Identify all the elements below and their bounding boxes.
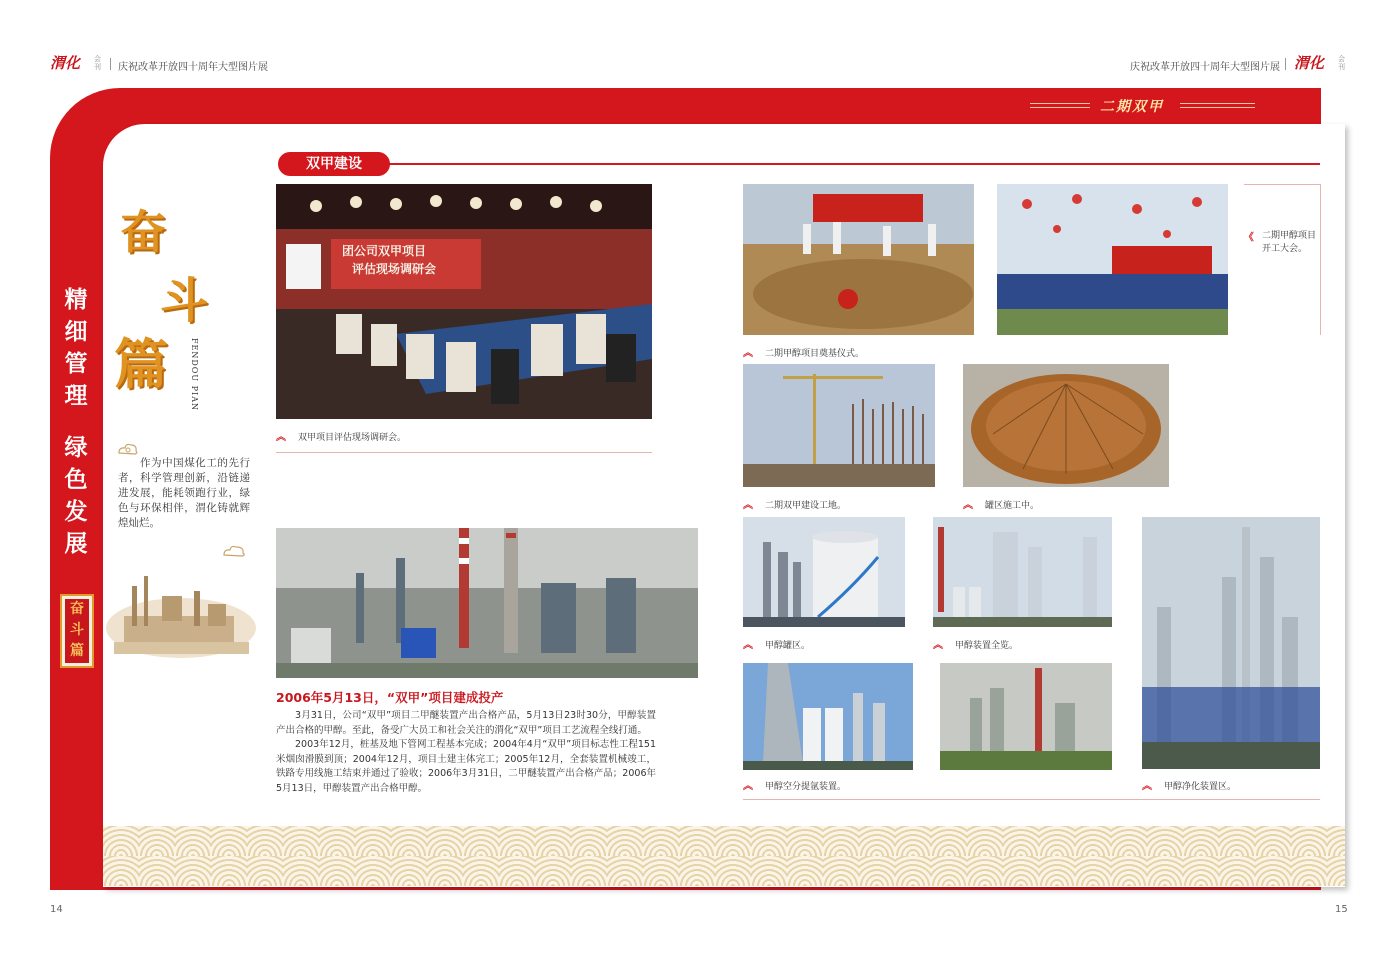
plant-view-photo xyxy=(940,663,1112,770)
logo-left: 渭化 xyxy=(50,54,81,72)
divider xyxy=(743,799,1320,800)
chevron-up-icon: ︽ xyxy=(276,432,286,443)
header-separator xyxy=(1285,58,1286,70)
divider xyxy=(276,452,652,453)
page-number-right: 15 xyxy=(1335,904,1348,915)
meeting-photo xyxy=(276,184,652,419)
photo-caption: 甲醇装置全览。 xyxy=(955,641,1019,651)
meeting-screen-line2: 评估现场调研会 xyxy=(352,262,437,276)
side-char: 细 xyxy=(64,318,88,345)
plant-panorama-photo xyxy=(276,528,698,678)
side-char: 展 xyxy=(64,530,88,557)
calligraphy-char: 篇 xyxy=(114,332,168,396)
photo-caption: 甲醇净化装置区。 xyxy=(1164,782,1237,792)
chevron-up-icon: ︽ xyxy=(933,640,943,651)
chapter-badge-text: 奋斗篇 xyxy=(65,599,89,663)
cloud-icon xyxy=(117,442,139,456)
methanol-plant-photo xyxy=(933,517,1112,627)
chevron-up-icon: ︽ xyxy=(1142,781,1152,792)
construction-site-photo xyxy=(743,364,935,487)
side-char: 精 xyxy=(64,286,88,313)
header-title-left: 庆祝改革开放四十周年大型图片展 xyxy=(118,62,268,73)
banner-line xyxy=(1030,107,1090,108)
photo-caption: 二期甲醇项目奠基仪式。 xyxy=(765,349,865,359)
logo-right: 渭化 xyxy=(1294,54,1325,72)
banner-line xyxy=(1180,103,1255,104)
intro-text: 作为中国煤化工的先行者，科学管理创新，沿链递进发展，能耗领跑行业，绿色与环保相伴，渭化铸就辉煌灿烂。 xyxy=(118,457,250,529)
divider xyxy=(1320,184,1321,335)
chevron-left-icon: ︽ xyxy=(1244,231,1256,242)
side-char: 理 xyxy=(64,382,88,409)
side-char: 管 xyxy=(64,350,88,377)
meeting-screen-line1: 团公司双甲项目 xyxy=(342,244,427,258)
logo-right-sub: 会刊 xyxy=(1338,55,1345,71)
calligraphy-english: FENDOU PIAN xyxy=(190,338,199,411)
methanol-tank-photo xyxy=(743,517,905,627)
chevron-up-icon: ︽ xyxy=(743,781,753,792)
section-title-line xyxy=(385,163,1320,165)
photo-caption: 二期甲醇项目开工大会。 xyxy=(1262,231,1317,254)
main-paragraph-1: 3月31日，公司“双甲”项目二甲醚装置产出合格产品，5月13日23时30分，甲醇装置产出合格的甲醇。至此，备受广大员工和社会关注的渭化“双甲”项目工艺流程全线打通。 xyxy=(276,710,656,736)
calligraphy-char: 奋 xyxy=(120,205,166,259)
chevron-up-icon: ︽ xyxy=(743,500,753,511)
kickoff-photo xyxy=(997,184,1228,335)
calligraphy-char: 斗 xyxy=(160,273,209,329)
divider xyxy=(1244,184,1320,185)
header-title-right: 庆祝改革开放四十周年大型图片展 xyxy=(1130,62,1280,73)
side-char: 绿 xyxy=(64,434,88,461)
chevron-up-icon: ︽ xyxy=(743,640,753,651)
chapter-badge xyxy=(60,594,94,668)
tank-construction-photo xyxy=(963,364,1169,487)
logo-left-sub: 会刊 xyxy=(94,55,101,71)
page-number-left: 14 xyxy=(50,904,63,915)
section-title: 双甲建设 xyxy=(278,152,390,176)
main-paragraph-2: 2003年12月，桩基及地下管网工程基本完成；2004年4月“双甲”项目标志性工程151米烟囱滑膜到顶；2004年12月，项目土建主体完工；2005年12月，全套装置机械竣工，铁路专用线施工结束并通过了验收；2006年3月31日，二甲醚装置产出合格产品；2006年5月13日，甲醇装置产出合格甲醇。 xyxy=(276,739,656,794)
photo-caption: 罐区施工中。 xyxy=(985,501,1040,511)
air-separation-photo xyxy=(743,663,913,770)
main-heading: 2006年5月13日，“双甲”项目建成投产 xyxy=(276,690,504,705)
chevron-up-icon: ︽ xyxy=(743,348,753,359)
groundbreaking-photo xyxy=(743,184,974,335)
chevron-up-icon: ︽ xyxy=(963,500,973,511)
photo-caption: 双甲项目评估现场调研会。 xyxy=(298,433,407,443)
side-char: 色 xyxy=(64,466,88,493)
side-char: 发 xyxy=(64,498,88,525)
banner-title: 二期双甲 xyxy=(1100,99,1164,115)
banner-line xyxy=(1180,107,1255,108)
wave-pattern-band xyxy=(103,826,1345,886)
banner-line xyxy=(1030,103,1090,104)
photo-caption: 甲醇空分提氩装置。 xyxy=(765,782,847,792)
header-separator xyxy=(110,58,111,70)
photo-caption: 甲醇罐区。 xyxy=(765,641,811,651)
factory-sketch-image xyxy=(104,556,258,662)
photo-caption: 二期双甲建设工地。 xyxy=(765,501,847,511)
purification-photo xyxy=(1142,517,1320,769)
